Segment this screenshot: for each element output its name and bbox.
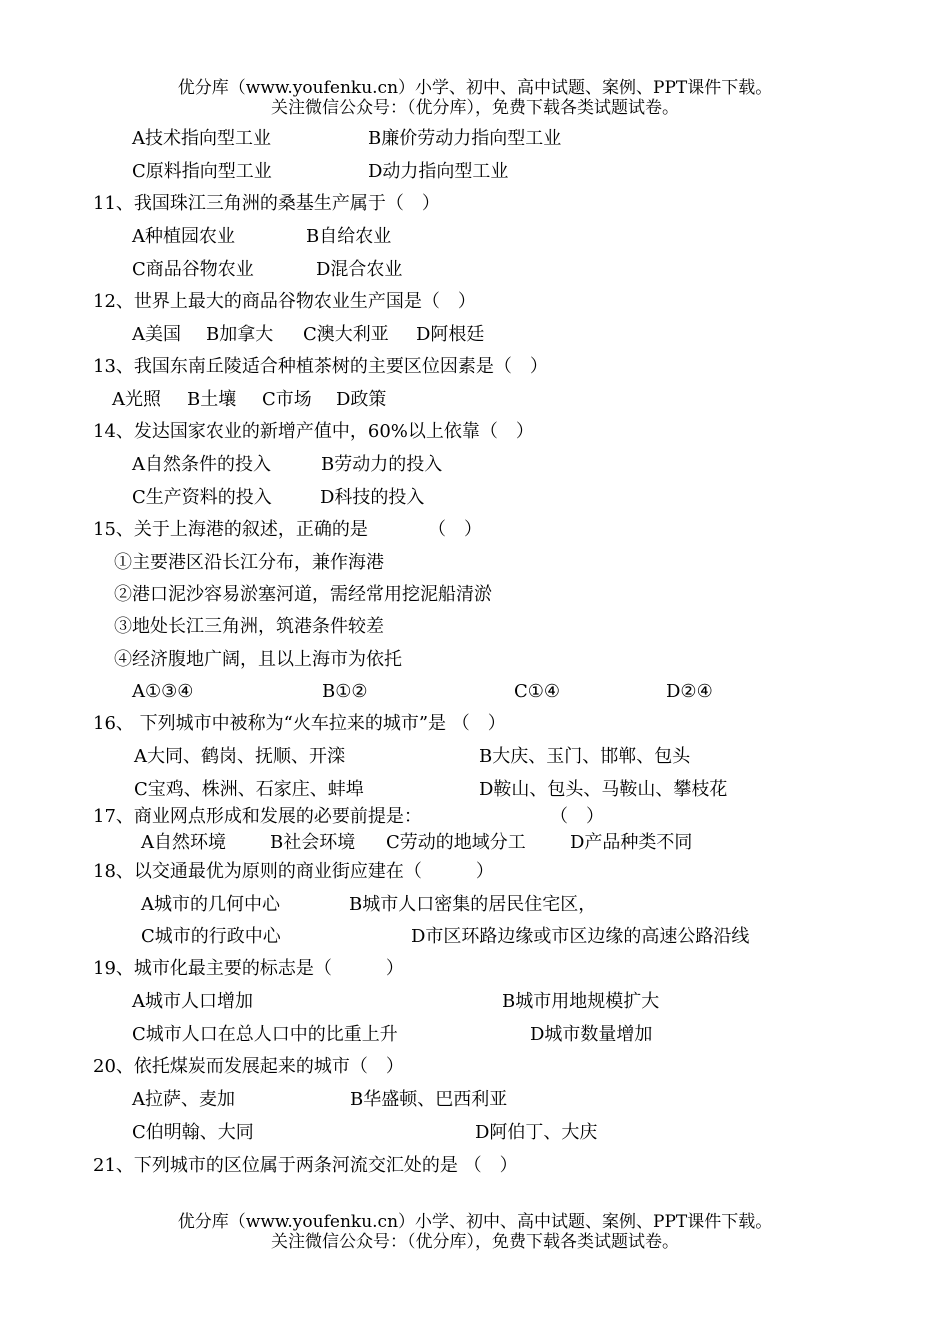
q20-option-d: D阿伯丁、大庆 <box>475 1122 598 1143</box>
q15-statement-3: ③地处长江三角洲，筑港条件较差 <box>114 616 384 637</box>
footer-line-1: 优分库（www.youfenku.cn）小学、初中、高中试题、案例、PPT课件下载。 <box>177 1212 773 1232</box>
q16-option-d: D鞍山、包头、马鞍山、攀枝花 <box>479 779 728 800</box>
q15-statement-4: ④经济腹地广阔，且以上海市为依托 <box>114 649 402 670</box>
page-footer <box>0 1212 950 1252</box>
q18-option-c: C城市的行政中心 <box>141 926 281 947</box>
q13-option-a: A光照 <box>112 389 161 410</box>
q11-option-c: C商品谷物农业 <box>132 259 254 280</box>
q13-stem: 13、我国东南丘陵适合种植茶树的主要区位因素是（ ） <box>93 356 548 377</box>
q19-option-d: D城市数量增加 <box>530 1024 653 1045</box>
q13-option-b: B土壤 <box>187 389 237 410</box>
q18-option-b: B城市人口密集的居民住宅区， <box>349 894 597 915</box>
q13-option-c: C市场 <box>262 389 312 410</box>
q16-option-c: C宝鸡、株洲、石家庄、蚌埠 <box>134 779 364 800</box>
q12-option-d: D阿根廷 <box>416 324 485 345</box>
q21-stem: 21、下列城市的区位属于两条河流交汇处的是 （ ） <box>93 1155 518 1176</box>
q17-option-b: B社会环境 <box>270 832 356 853</box>
q15-option-c: C①④ <box>514 681 561 702</box>
q18-option-d: D市区环路边缘或市区边缘的高速公路沿线 <box>411 926 750 947</box>
q15-statement-1: ①主要港区沿长江分布，兼作海港 <box>114 552 384 573</box>
q16-stem: 16、 下列城市中被称为“火车拉来的城市”是 （ ） <box>93 713 506 734</box>
q12-option-b: B加拿大 <box>206 324 274 345</box>
footer-line-2: 关注微信公众号：（优分库），免费下载各类试题试卷。 <box>271 1232 679 1252</box>
q15-option-a: A①③④ <box>132 681 194 702</box>
q19-option-c: C城市人口在总人口中的比重上升 <box>132 1024 398 1045</box>
q19-option-a: A城市人口增加 <box>132 991 253 1012</box>
q11-option-b: B自给农业 <box>306 226 392 247</box>
q14-option-a: A自然条件的投入 <box>132 454 271 475</box>
q20-stem: 20、依托煤炭而发展起来的城市（ ） <box>93 1056 404 1077</box>
q14-option-b: B劳动力的投入 <box>321 454 443 475</box>
q17-stem: 17、商业网点形成和发展的必要前提是： <box>93 806 422 827</box>
q15-statement-2: ②港口泥沙容易淤塞河道，需经常用挖泥船清淤 <box>114 584 492 605</box>
q15-stem: 15、关于上海港的叙述，正确的是 <box>93 519 368 540</box>
q20-option-a: A拉萨、麦加 <box>132 1089 235 1110</box>
q13-option-d: D政策 <box>336 389 387 410</box>
q18-stem: 18、以交通最优为原则的商业街应建在（ ） <box>93 861 494 882</box>
q17-option-d: D产品种类不同 <box>570 832 693 853</box>
q11-option-d: D混合农业 <box>316 259 403 280</box>
q10-option-d: D动力指向型工业 <box>368 161 509 182</box>
q11-stem: 11、我国珠江三角洲的桑基生产属于（ ） <box>93 193 440 214</box>
q20-option-c: C伯明翰、大同 <box>132 1122 254 1143</box>
q17-option-c: C劳动的地域分工 <box>386 832 526 853</box>
q16-option-a: A大同、鹤岗、抚顺、开滦 <box>134 746 345 767</box>
q14-stem: 14、发达国家农业的新增产值中，60%以上依靠（ ） <box>93 421 534 442</box>
q12-option-c: C澳大利亚 <box>303 324 389 345</box>
q14-option-d: D科技的投入 <box>320 487 425 508</box>
q10-option-b: B廉价劳动力指向型工业 <box>368 128 562 149</box>
q15-option-b: B①② <box>322 681 368 702</box>
q10-option-a: A技术指向型工业 <box>132 128 271 149</box>
q10-option-c: C原料指向型工业 <box>132 161 272 182</box>
q19-stem: 19、城市化最主要的标志是（ ） <box>93 958 404 979</box>
q19-option-b: B城市用地规模扩大 <box>502 991 660 1012</box>
q17-answer-paren: （ ） <box>550 806 604 827</box>
q18-option-a: A城市的几何中心 <box>141 894 280 915</box>
q16-option-b: B大庆、玉门、邯郸、包头 <box>479 746 691 767</box>
q20-option-b: B华盛顿、巴西利亚 <box>350 1089 508 1110</box>
q12-stem: 12、世界上最大的商品谷物农业生产国是（ ） <box>93 291 476 312</box>
q12-option-a: A美国 <box>132 324 181 345</box>
q15-answer-paren: （ ） <box>428 519 482 540</box>
q11-option-a: A种植园农业 <box>132 226 235 247</box>
header-line-2: 关注微信公众号：（优分库），免费下载各类试题试卷。 <box>271 98 679 118</box>
page-header <box>0 78 950 118</box>
q15-option-d: D②④ <box>666 681 713 702</box>
q14-option-c: C生产资料的投入 <box>132 487 272 508</box>
q17-option-a: A自然环境 <box>141 832 226 853</box>
header-line-1: 优分库（www.youfenku.cn）小学、初中、高中试题、案例、PPT课件下载。 <box>177 78 773 98</box>
